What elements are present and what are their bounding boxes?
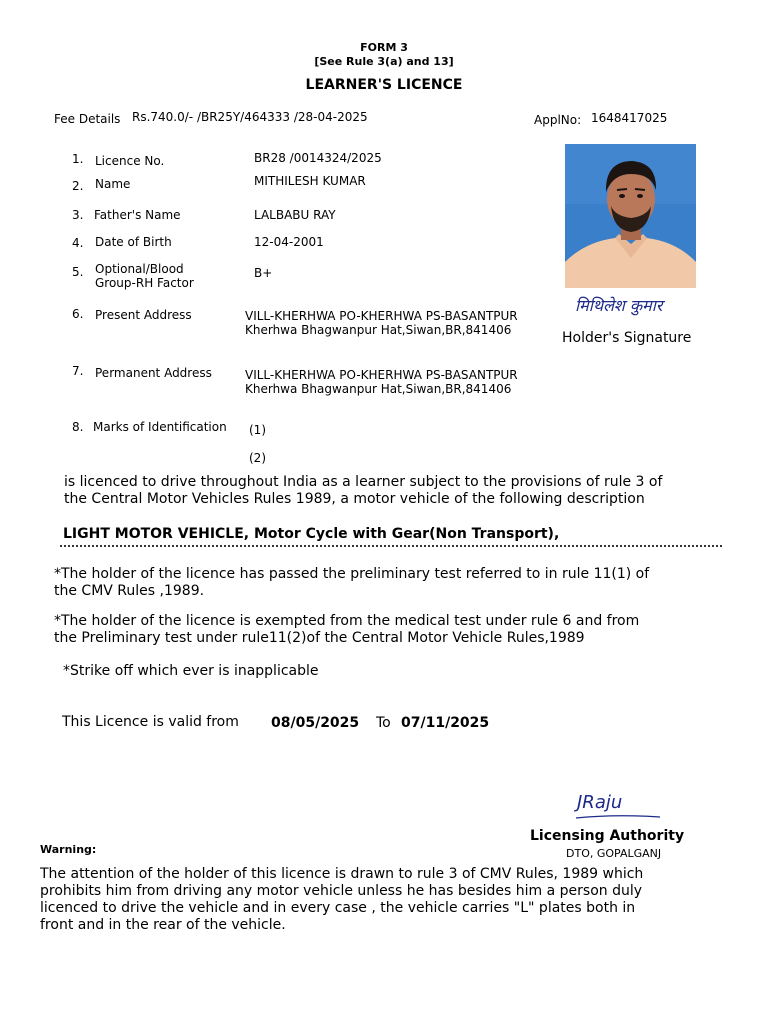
- fee-details-label: Fee Details: [54, 112, 121, 126]
- present-address-line2: Kherhwa Bhagwanpur Hat,Siwan,BR,841406: [245, 323, 512, 337]
- field-number: 6.: [72, 307, 84, 321]
- licence-statement-line2: the Central Motor Vehicles Rules 1989, a motor vehicle of the following description: [64, 491, 645, 507]
- field-number: 7.: [72, 364, 84, 378]
- warning-text-line1: The attention of the holder of this licence is drawn to rule 3 of CMV Rules, 1989 which: [40, 866, 644, 882]
- holder-photo: [565, 144, 696, 288]
- present-address-label: Present Address: [95, 308, 192, 322]
- warning-text-line3: licenced to drive the vehicle and in every case , the vehicle carries "L" plates both in: [40, 900, 636, 916]
- preliminary-test-note-line2: the CMV Rules ,1989.: [54, 583, 205, 599]
- identification-marks-label: Marks of Identification: [93, 420, 227, 434]
- authority-signature-image: JRaju: [577, 792, 623, 813]
- fathers-name-value: LALBABU RAY: [254, 208, 336, 222]
- application-number-label: ApplNo:: [534, 113, 582, 127]
- medical-exemption-note-line1: *The holder of the licence is exempted from the medical test under rule 6 and from: [54, 613, 640, 629]
- validity-prefix: This Licence is valid from: [62, 714, 239, 730]
- fee-details-value: Rs.740.0/- /BR25Y/464333 /28-04-2025: [132, 110, 368, 124]
- document-title: LEARNER'S LICENCE: [305, 77, 463, 93]
- warning-text-line2: prohibits him from driving any motor vehicle unless he has besides him a person duly: [40, 883, 643, 899]
- application-number-value: 1648417025: [591, 111, 668, 125]
- preliminary-test-note-line1: *The holder of the licence has passed the preliminary test referred to in rule 11(1) of: [54, 566, 650, 582]
- field-number: 2.: [72, 179, 84, 193]
- blood-group-value: B+: [254, 266, 273, 280]
- dob-value: 12-04-2001: [254, 235, 324, 249]
- issuing-office: DTO, GOPALGANJ: [566, 847, 662, 860]
- field-number: 5.: [72, 265, 84, 279]
- fathers-name-label: Father's Name: [94, 208, 181, 222]
- licence-number-label: Licence No.: [95, 154, 165, 168]
- present-address-line1: VILL-KHERHWA PO-KHERHWA PS-BASANTPUR: [245, 309, 518, 323]
- field-number: 4.: [72, 236, 84, 250]
- permanent-address-line2: Kherhwa Bhagwanpur Hat,Siwan,BR,841406: [245, 382, 512, 396]
- field-number: 3.: [72, 208, 84, 222]
- form-number: FORM 3: [360, 41, 408, 54]
- name-value: MITHILESH KUMAR: [254, 174, 366, 188]
- valid-to-date: 07/11/2025: [401, 715, 490, 731]
- name-label: Name: [95, 177, 131, 191]
- signature-underline: [574, 812, 664, 822]
- vehicle-class: LIGHT MOTOR VEHICLE, Motor Cycle with Gear(Non Transport),: [63, 526, 560, 542]
- dob-label: Date of Birth: [95, 235, 172, 249]
- warning-label: Warning:: [40, 843, 97, 856]
- licence-statement-line1: is licenced to drive throughout India as a learner subject to the provisions of rule 3 of: [64, 474, 663, 490]
- valid-from-date: 08/05/2025: [271, 715, 360, 731]
- permanent-address-label: Permanent Address: [95, 366, 212, 380]
- medical-exemption-note-line2: the Preliminary test under rule11(2)of the Central Motor Vehicle Rules,1989: [54, 630, 585, 646]
- permanent-address-line1: VILL-KHERHWA PO-KHERHWA PS-BASANTPUR: [245, 368, 518, 382]
- licensing-authority-title: Licensing Authority: [530, 828, 685, 844]
- holder-signature-image: मिथिलेश कुमार: [575, 296, 663, 315]
- warning-text-line4: front and in the rear of the vehicle.: [40, 917, 286, 933]
- identification-mark-1: (1): [249, 423, 266, 437]
- valid-to-label: To: [376, 715, 391, 731]
- blood-group-label-line2: Group-RH Factor: [95, 276, 194, 290]
- identification-mark-2: (2): [249, 451, 266, 465]
- rule-reference: [See Rule 3(a) and 13]: [314, 55, 454, 68]
- dotted-divider: [60, 545, 722, 547]
- strike-off-note: *Strike off which ever is inapplicable: [63, 663, 319, 679]
- holder-signature-label: Holder's Signature: [562, 330, 692, 346]
- field-number: 8.: [72, 420, 84, 434]
- blood-group-label: Optional/Blood: [95, 262, 184, 276]
- licence-number-value: BR28 /0014324/2025: [254, 151, 382, 165]
- field-number: 1.: [72, 152, 84, 166]
